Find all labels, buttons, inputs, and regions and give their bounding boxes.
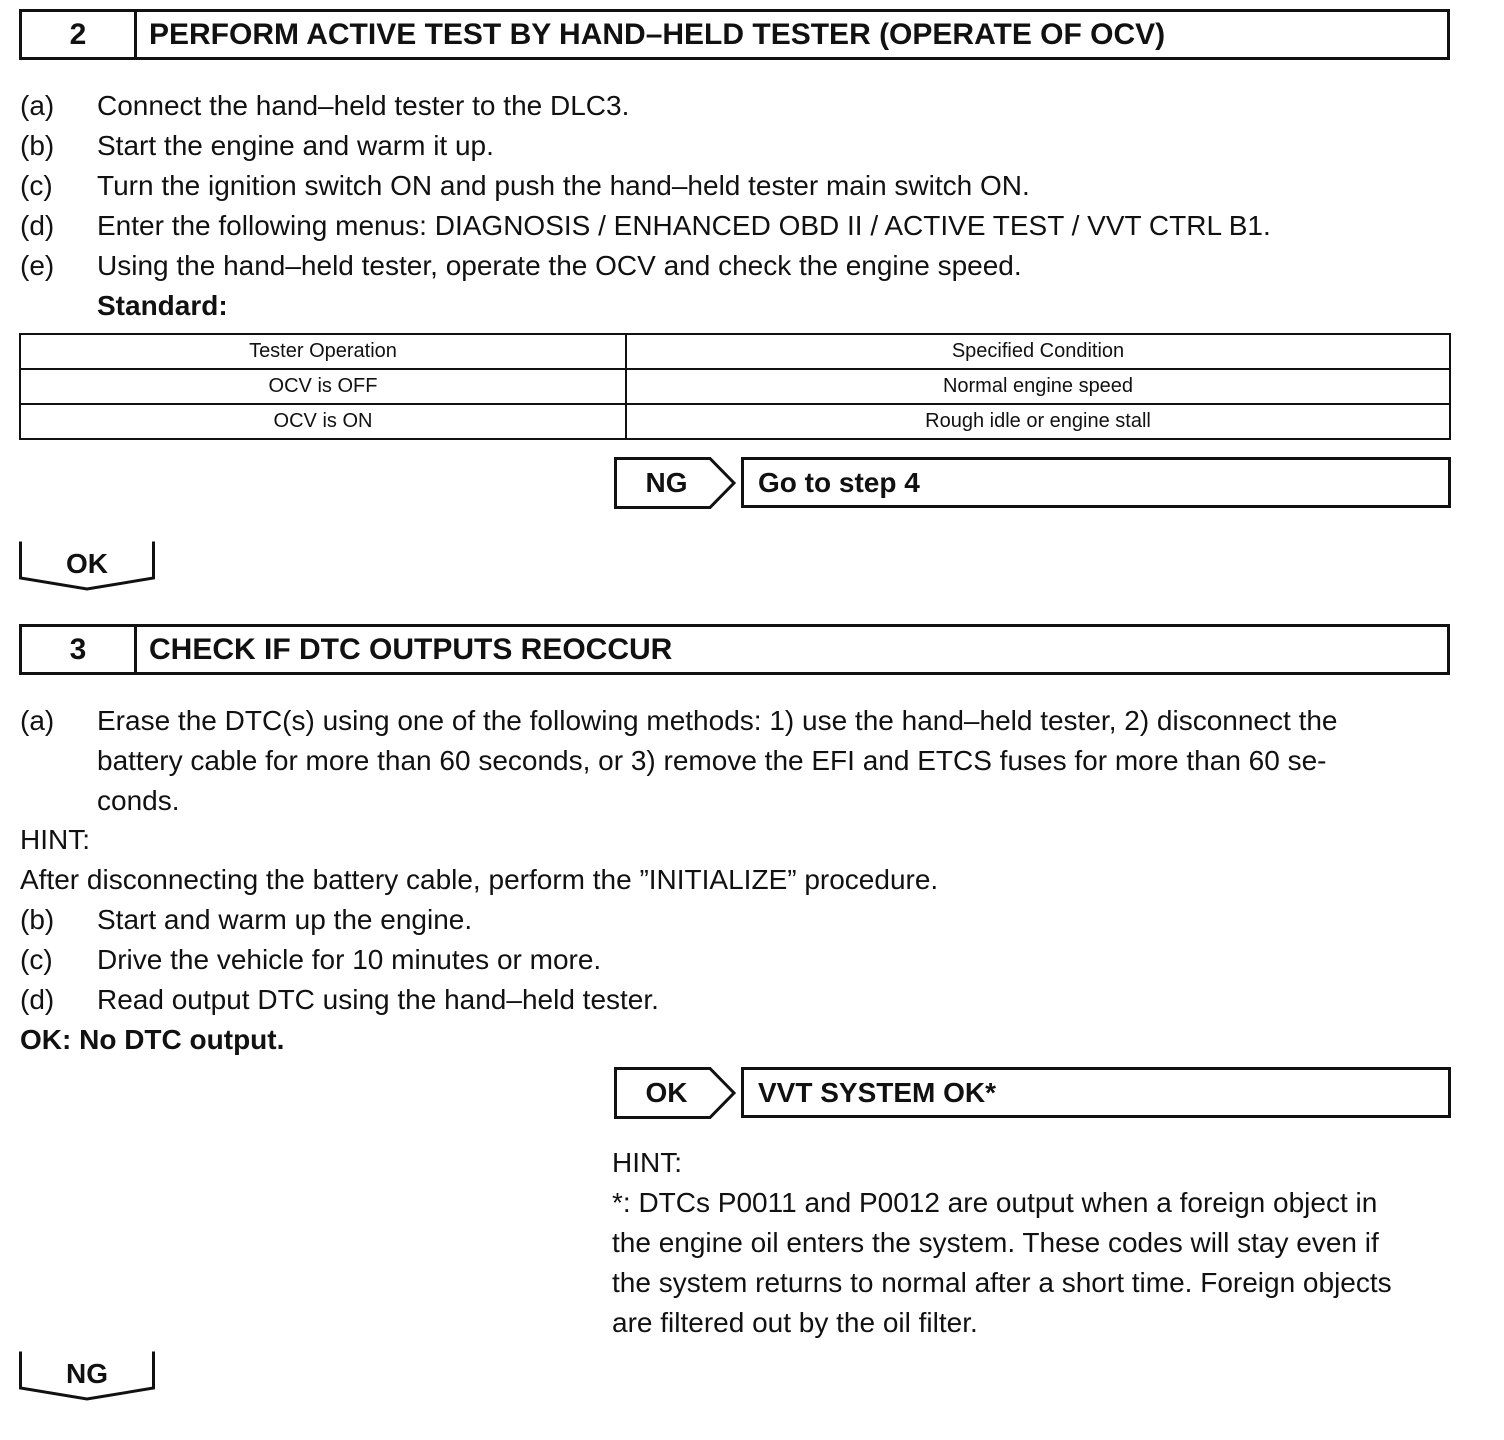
side-hint: [612, 1143, 1457, 1343]
step-2-number: 2: [22, 12, 137, 57]
ok-down-label: OK: [66, 548, 108, 579]
side-hint-line: *: DTCs P0011 and P0012 are output when a foreign object in: [612, 1187, 1378, 1218]
ok-result-box: VVT SYSTEM OK*: [741, 1067, 1451, 1118]
ng-down-label: NG: [66, 1358, 108, 1389]
side-hint-line: the engine oil enters the system. These codes will stay even if: [612, 1227, 1379, 1258]
ok-condition: OK: No DTC output.: [20, 1024, 285, 1055]
step-3-number: 3: [22, 627, 137, 672]
standard-table: [19, 333, 1451, 440]
table-row: [20, 369, 1450, 404]
ok-arrow-tag: [614, 1067, 734, 1119]
table-header: Specified Condition: [626, 334, 1450, 369]
side-hint-line: the system returns to normal after a short time. Foreign objects: [612, 1267, 1392, 1298]
ok-down-arrow: [19, 540, 155, 592]
item-text: Start and warm up the engine.: [97, 904, 473, 935]
hint-label: HINT:: [20, 824, 90, 855]
hint-text: After disconnecting the battery cable, perform the ”INITIALIZE” procedure.: [20, 864, 939, 895]
table-cell: Rough idle or engine stall: [626, 404, 1450, 439]
item-text: Connect the hand–held tester to the DLC3.: [97, 90, 630, 121]
item-text: Read output DTC using the hand–held tester.: [97, 984, 659, 1015]
side-hint-line: are filtered out by the oil filter.: [612, 1307, 978, 1338]
item-text: Drive the vehicle for 10 minutes or more.: [97, 944, 602, 975]
ng-arrow-tag: [614, 457, 734, 509]
item-text: Start the engine and warm it up.: [97, 130, 494, 161]
step-3-title: CHECK IF DTC OUTPUTS REOCCUR: [149, 632, 673, 666]
step-2-title: PERFORM ACTIVE TEST BY HAND–HELD TESTER (OPERATE OF OCV): [149, 17, 1166, 51]
table-cell: OCV is OFF: [20, 369, 626, 404]
item-label: (e): [20, 250, 55, 281]
ng-result-box: Go to step 4: [741, 457, 1451, 508]
item-text-line-2: battery cable for more than 60 seconds, or 3) remove the EFI and ETCS fuses for more than 60 se-: [97, 745, 1327, 776]
table-header-row: [20, 334, 1450, 369]
item-label: (c): [20, 170, 53, 201]
item-text-line-3: conds.: [97, 785, 180, 816]
side-hint-label: HINT:: [612, 1147, 682, 1178]
item-label: (d): [20, 210, 55, 241]
item-text-line-1: Erase the DTC(s) using one of the following methods: 1) use the hand–held tester, 2) disconnect the: [97, 705, 1338, 736]
step-2-header: [19, 9, 1450, 60]
item-label: (d): [20, 984, 55, 1015]
ng-down-arrow: [19, 1350, 155, 1402]
table-cell: OCV is ON: [20, 404, 626, 439]
item-label: (b): [20, 904, 55, 935]
ng-tag-label: NG: [645, 467, 688, 498]
item-text: Enter the following menus: DIAGNOSIS / ENHANCED OBD II / ACTIVE TEST / VVT CTRL B1.: [97, 210, 1271, 241]
item-label: (a): [20, 90, 55, 121]
step-3-header: [19, 624, 1450, 675]
standard-label: Standard:: [97, 290, 228, 321]
item-label: (c): [20, 944, 53, 975]
item-text: Turn the ignition switch ON and push the hand–held tester main switch ON.: [97, 170, 1030, 201]
item-text: Using the hand–held tester, operate the OCV and check the engine speed.: [97, 250, 1022, 281]
item-label: (a): [20, 705, 55, 736]
table-cell: Normal engine speed: [626, 369, 1450, 404]
item-label: (b): [20, 130, 55, 161]
table-row: [20, 404, 1450, 439]
table-header: Tester Operation: [20, 334, 626, 369]
ok-tag-label: OK: [645, 1077, 688, 1108]
